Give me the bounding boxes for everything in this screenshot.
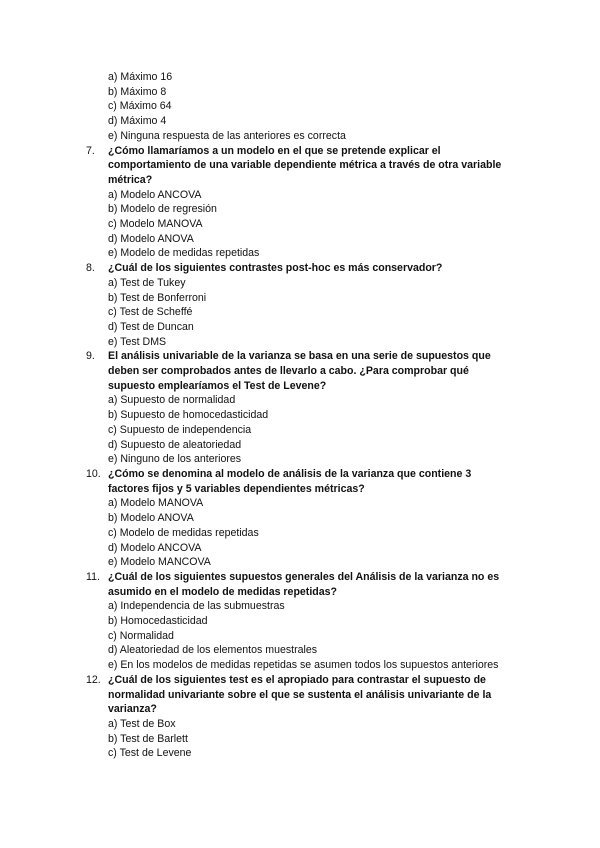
option: a) Independencia de las submuestras xyxy=(108,600,285,613)
option: b) Test de Barlett xyxy=(108,732,188,745)
option: e) En los modelos de medidas repetidas se asumen todos los supuestos anteriores xyxy=(108,659,499,672)
question-number: 8. xyxy=(86,262,95,275)
question-stem xyxy=(0,261,600,276)
question-stem xyxy=(0,144,600,188)
option: e) Modelo MANCOVA xyxy=(108,556,211,569)
option: a) Test de Tukey xyxy=(108,276,186,289)
option: d) Supuesto de aleatoriedad xyxy=(108,438,242,451)
question-text: ¿Cómo llamaríamos a un modelo en el que se pretende explicar el comportamiento de una variable dependiente métrica a través de otra variable métrica? xyxy=(108,144,502,186)
option: c) Normalidad xyxy=(108,629,174,642)
option: c) Modelo de medidas repetidas xyxy=(108,526,259,539)
question-8 xyxy=(0,261,600,349)
question-number: 10. xyxy=(86,467,101,480)
option: b) Homocedasticidad xyxy=(108,615,208,628)
option: a) Test de Box xyxy=(108,717,176,730)
option: c) Test de Levene xyxy=(108,747,192,760)
option: c) Modelo MANOVA xyxy=(108,218,203,231)
question-text: ¿Cuál de los siguientes test es el apropiado para contrastar el supuesto de normalidad univariante sobre el que se sustenta el análisis univariante de la varianza? xyxy=(108,673,492,716)
exam-page xyxy=(0,70,600,761)
question-text: ¿Cuál de los siguientes contrastes post-hoc es más conservador? xyxy=(108,262,443,275)
question-10 xyxy=(0,467,600,570)
option: d) Aleatoriedad de los elementos muestrales xyxy=(108,644,318,657)
question-stem xyxy=(0,467,600,496)
option: c) Test de Scheffé xyxy=(108,306,193,319)
option: a) Máximo 16 xyxy=(108,71,173,83)
option: e) Ninguno de los anteriores xyxy=(108,453,242,466)
question-number: 7. xyxy=(86,144,95,157)
option: a) Modelo MANOVA xyxy=(108,497,204,510)
option: d) Modelo ANCOVA xyxy=(108,541,202,554)
option: e) Test DMS xyxy=(108,335,167,348)
option: b) Supuesto de homocedasticidad xyxy=(108,409,269,422)
question-stem xyxy=(0,570,600,599)
question-12 xyxy=(0,673,600,761)
question-number: 9. xyxy=(86,350,95,363)
option: b) Modelo de regresión xyxy=(108,203,217,216)
option: c) Supuesto de independencia xyxy=(108,423,252,436)
option: c) Máximo 64 xyxy=(108,100,172,113)
option: b) Test de Bonferroni xyxy=(108,291,207,304)
option: e) Ninguna respuesta de las anteriores es correcta xyxy=(108,129,346,142)
option: d) Modelo ANOVA xyxy=(108,232,194,245)
question-text: El análisis univariable de la varianza se basa en una serie de supuestos que deben ser comprobados antes de llevarlo a cabo. ¿Para comprobar qué supuesto emplearíamos el Test de Levene? xyxy=(108,350,491,392)
option: a) Supuesto de normalidad xyxy=(108,394,236,407)
question-stem xyxy=(0,673,600,717)
question-number: 11. xyxy=(86,570,100,583)
question-text: ¿Cuál de los siguientes supuestos generales del Análisis de la varianza no es asumido en el modelo de medidas repetidas? xyxy=(108,570,500,598)
option: a) Modelo ANCOVA xyxy=(108,188,202,201)
option: b) Máximo 8 xyxy=(108,85,167,98)
leading-options xyxy=(0,70,600,144)
question-stem xyxy=(0,349,600,393)
question-7 xyxy=(0,144,600,262)
question-number: 12. xyxy=(86,673,101,686)
option: e) Modelo de medidas repetidas xyxy=(108,247,260,260)
option: d) Test de Duncan xyxy=(108,320,194,333)
question-text: ¿Cómo se denomina al modelo de análisis de la varianza que contiene 3 factores fijos y 5 variables dependientes métricas? xyxy=(108,467,472,495)
question-9 xyxy=(0,349,600,467)
question-11 xyxy=(0,570,600,673)
option: d) Máximo 4 xyxy=(108,115,167,128)
option: b) Modelo ANOVA xyxy=(108,512,194,525)
